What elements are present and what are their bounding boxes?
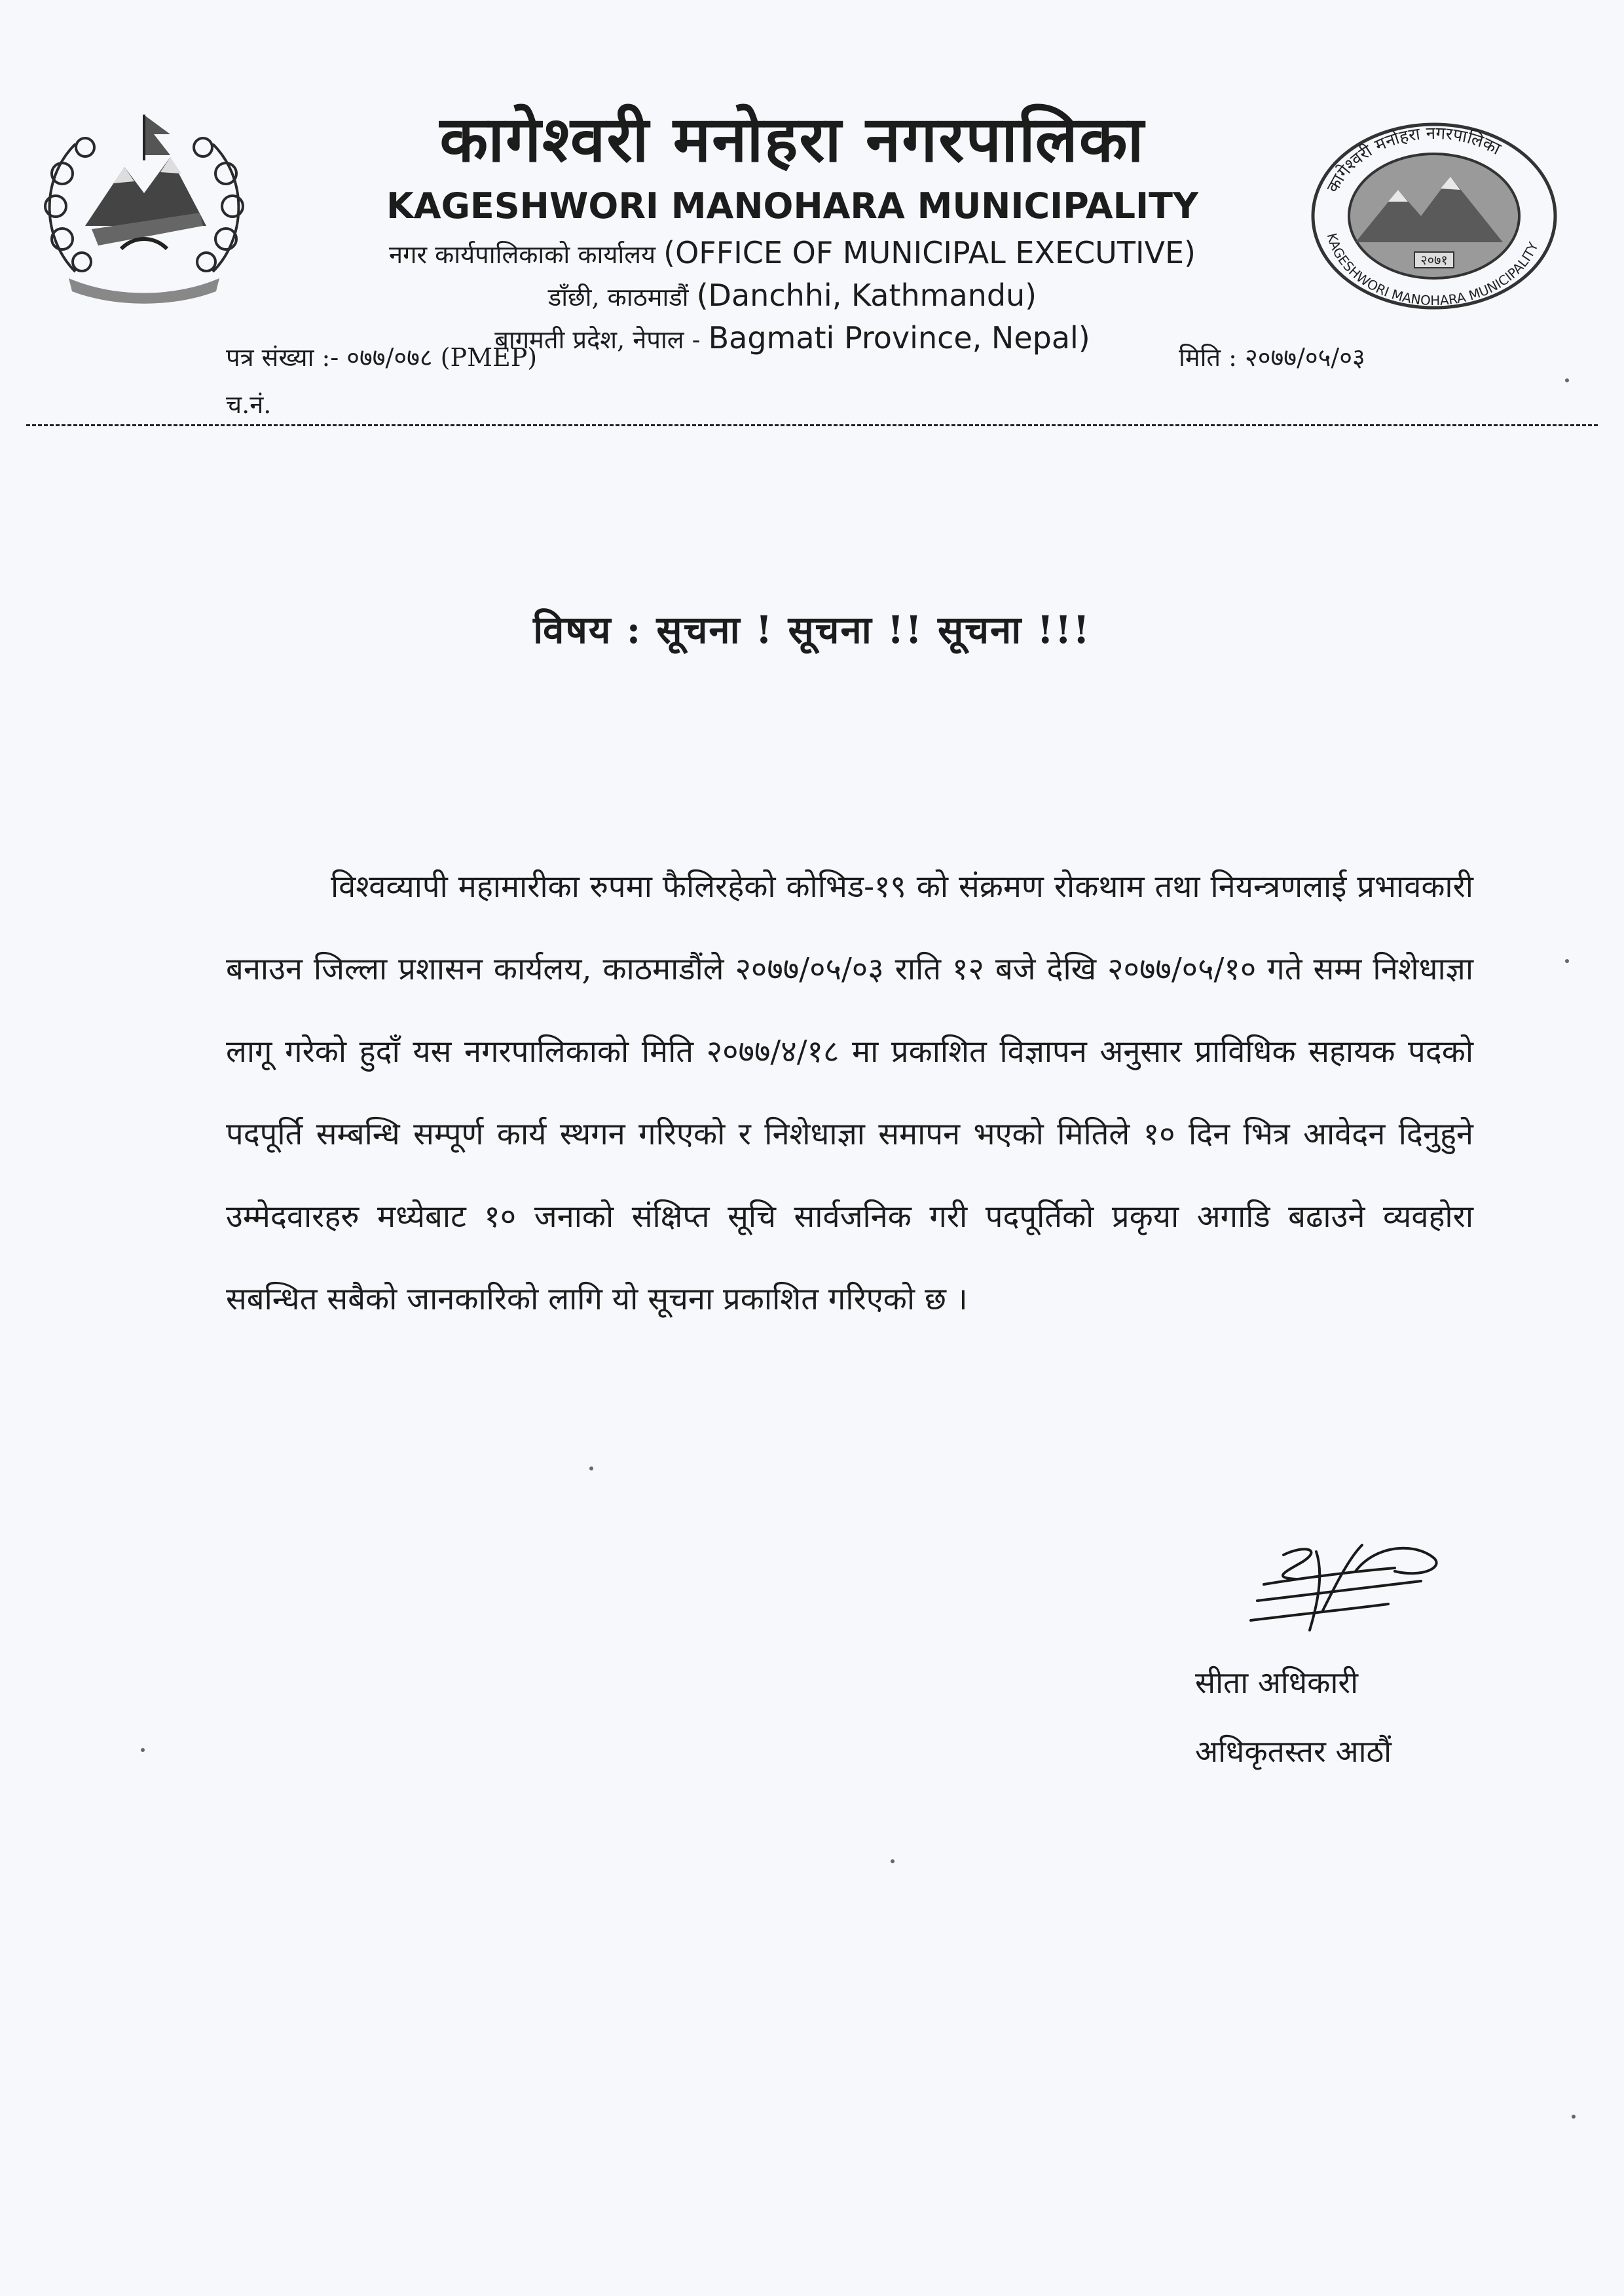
location-line [275, 275, 1310, 318]
letter-date: मिति : २०७७/०५/०३ [1179, 343, 1365, 372]
scan-speck [1572, 2115, 1576, 2119]
scan-speck [141, 1748, 145, 1752]
scan-speck [891, 1859, 895, 1863]
letterhead [275, 98, 1310, 360]
scan-speck [1565, 959, 1569, 963]
scan-speck [1565, 378, 1569, 382]
location-np: डाँछी, काठमाडौं [547, 283, 689, 312]
province-en: Bagmati Province, Nepal) [708, 320, 1090, 355]
letter-number: पत्र संख्या :- ०७७/०७८ (PMEP) [226, 343, 538, 372]
notice-subject: विषय : सूचना ! सूचना !! सूचना !!! [533, 608, 1091, 652]
seal-year: २०७१ [1420, 252, 1448, 268]
header-divider [26, 424, 1598, 426]
dispatch-number: च.नं. [226, 390, 272, 419]
signature-icon [1225, 1532, 1460, 1643]
seal-name-np: कागेश्वरी मनोहरा नगरपालिका [1323, 123, 1504, 196]
municipality-name-en: KAGESHWORI MANOHARA MUNICIPALITY [386, 185, 1199, 227]
location-en: (Danchhi, Kathmandu) [696, 278, 1037, 313]
seal-name-en: KAGESHWORI MANOHARA MUNICIPALITY [1323, 231, 1541, 309]
signatory-title: अधिकृतस्तर आठौं [1195, 1734, 1392, 1769]
nepal-emblem-icon [36, 95, 252, 304]
signatory-name: सीता अधिकारी [1195, 1665, 1359, 1700]
municipality-seal-icon [1306, 118, 1562, 314]
office-np: नगर कार्यपालिकाको कार्यालय [389, 240, 656, 269]
province-np: बागमती प्रदेश, नेपाल - [494, 325, 701, 354]
scan-speck [589, 1467, 593, 1470]
municipality-name-np: कागेश्वरी मनोहरा नगरपालिका [439, 102, 1145, 176]
office-line [275, 232, 1310, 275]
office-en: (OFFICE OF MUNICIPAL EXECUTIVE) [663, 235, 1196, 270]
notice-body: विश्वव्यापी महामारीका रुपमा फैलिरहेको कोभिड-१९ को संक्रमण रोकथाम तथा नियन्त्रणलाई प्रभावकारी बनाउन जिल्ला प्रशासन कार्यलय, काठमाडौंले २०७७/०५/०३ राति १२ बजे देखि २०७७/०५/१० गते सम्म निशेधाज्ञा लागू गरेको हुदाँ यस नगरपालिकाको मिति २०७७/४/१८ मा प्रकाशित विज्ञापन अनुसार प्राविधिक सहायक पदको पदपूर्ति सम्बन्धि सम्पूर्ण कार्य स्थगन गरिएको र निशेधाज्ञा समापन भएको मितिले १० दिन भित्र आवेदन दिनुहुने उम्मेदवारहरु मध्येबाट १० जनाको संक्षिप्त सूचि सार्वजनिक गरी पदपूर्तिको प्रकृया अगाडि बढाउने व्यवहोरा सबन्धित सबैको जानकारिको लागि यो सूचना प्रकाशित गरिएको छ । [226, 869, 1473, 1317]
